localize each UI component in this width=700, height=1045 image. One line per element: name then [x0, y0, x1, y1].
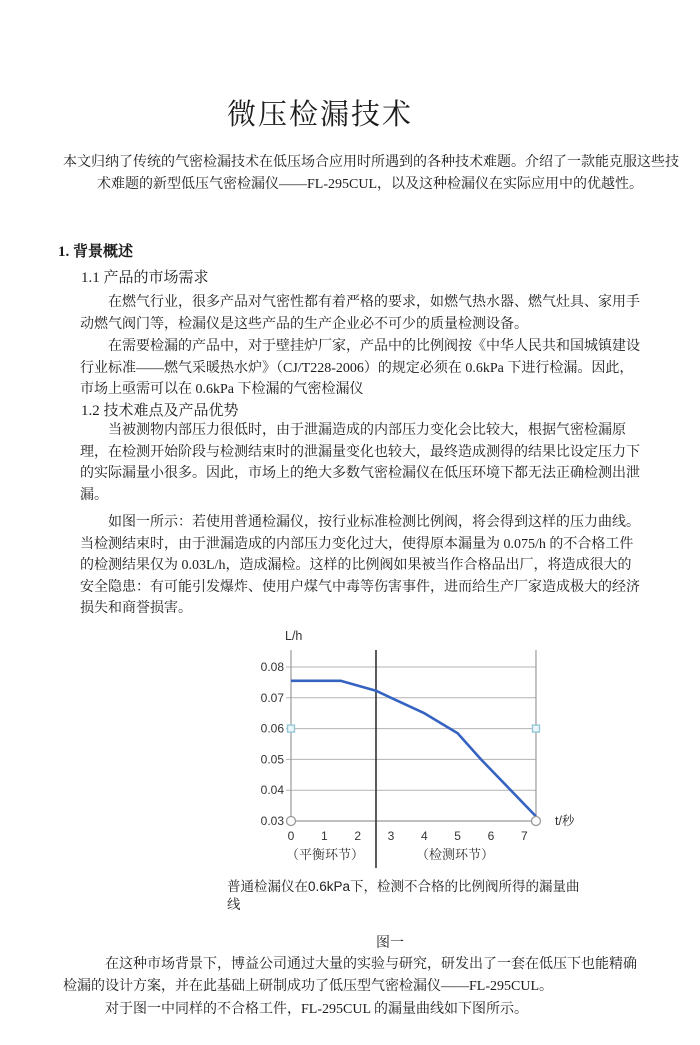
section-1-1-heading: 1.1 产品的市场需求 — [81, 270, 209, 286]
figure1-chart — [240, 628, 610, 874]
figure1-label: 图一 — [376, 936, 404, 951]
section-1-1-paragraph-2: 在需要检漏的产品中，对于壁挂炉厂家，产品中的比例阀按《中华人民共和国城镇建设行业标准——燃气采暖热水炉》（CJ/T228-2006）的规定必须在 0.6kPa 下进行检漏。因此，市场上亟需可以在 0.6kPa 下检漏的气密检漏仪 — [80, 339, 640, 397]
svg-text:7: 7 — [520, 829, 528, 843]
svg-text:0.04: 0.04 — [260, 783, 284, 798]
svg-text:0.05: 0.05 — [260, 752, 284, 767]
svg-text:5: 5 — [454, 829, 461, 843]
svg-text:（平衡环节）: （平衡环节） — [285, 847, 365, 862]
section-1-1-paragraph-1: 在燃气行业，很多产品对气密性都有着严格的要求，如燃气热水器、燃气灶具、家用手动燃气阀门等，检漏仪是这些产品的生产企业必不可少的质量检测设备。 — [80, 295, 640, 332]
section-1-2-paragraph-4: 对于图一中同样的不合格工件，FL-295CUL 的漏量曲线如下图所示。 — [105, 1002, 528, 1017]
svg-text:L/h: L/h — [285, 629, 303, 643]
section-1-heading: 1. 背景概述 — [58, 244, 134, 260]
svg-text:4: 4 — [420, 829, 428, 843]
svg-text:0: 0 — [287, 829, 295, 843]
svg-text:0.08: 0.08 — [260, 660, 284, 674]
svg-text:0.06: 0.06 — [260, 721, 284, 736]
abstract-paragraph: 本文归纳了传统的气密检漏技术在低压场合应用时所遇到的各种技术难题。介绍了一款能克服这些技术难题的新型低压气密检漏仪——FL-295CUL，以及这种检漏仪在实际应用中的优越性。 — [63, 155, 679, 192]
svg-text:0.03: 0.03 — [260, 814, 284, 828]
svg-text:6: 6 — [487, 829, 495, 843]
svg-text:2: 2 — [354, 829, 362, 843]
section-1-2-paragraph-3: 在这种市场背景下，博益公司通过大量的实验与研究，研发出了一套在低压下也能精确检漏的设计方案，并在此基础上研制成功了低压型气密检漏仪——FL-295CUL。 — [63, 957, 637, 994]
svg-text:（检测环节）: （检测环节） — [415, 847, 494, 862]
svg-text:3: 3 — [387, 829, 395, 843]
figure1-caption: 普通检漏仪在0.6kPa下，检测不合格的比例阀所得的漏量曲线 — [227, 879, 580, 912]
svg-text:0.07: 0.07 — [260, 690, 284, 705]
svg-text:t/秒: t/秒 — [554, 814, 575, 828]
svg-text:1: 1 — [320, 829, 328, 843]
page-title: 微压检漏技术 — [226, 99, 413, 131]
section-1-2-paragraph-1: 当被测物内部压力很低时，由于泄漏造成的内部压力变化会比较大，根据气密检漏原理，在检测开始阶段与检测结束时的泄漏量变化也较大，最终造成测得的结果比设定压力下的实际漏量小很多。因此，市场上的绝大多数气密检漏仪在低压环境下都无法正确检测出泄漏。 — [80, 423, 640, 503]
section-1-2-paragraph-2: 如图一所示：若使用普通检漏仪，按行业标准检测比例阀，将会得到这样的压力曲线。当检测结束时，由于泄漏造成的内部压力变化过大，使得原本漏量为 0.075/h 的不合格工件的检测结果仅为 0.03L/h，造成漏检。这样的比例阀如果被当作合格品出厂，将造成很大的安全隐患：有可能引发爆炸、使用户煤气中毒等伤害事件，进而给生产厂家造成极大的经济损失和商誉损害。 — [80, 515, 640, 616]
section-1-2-heading: 1.2 技术难点及产品优势 — [81, 403, 239, 419]
